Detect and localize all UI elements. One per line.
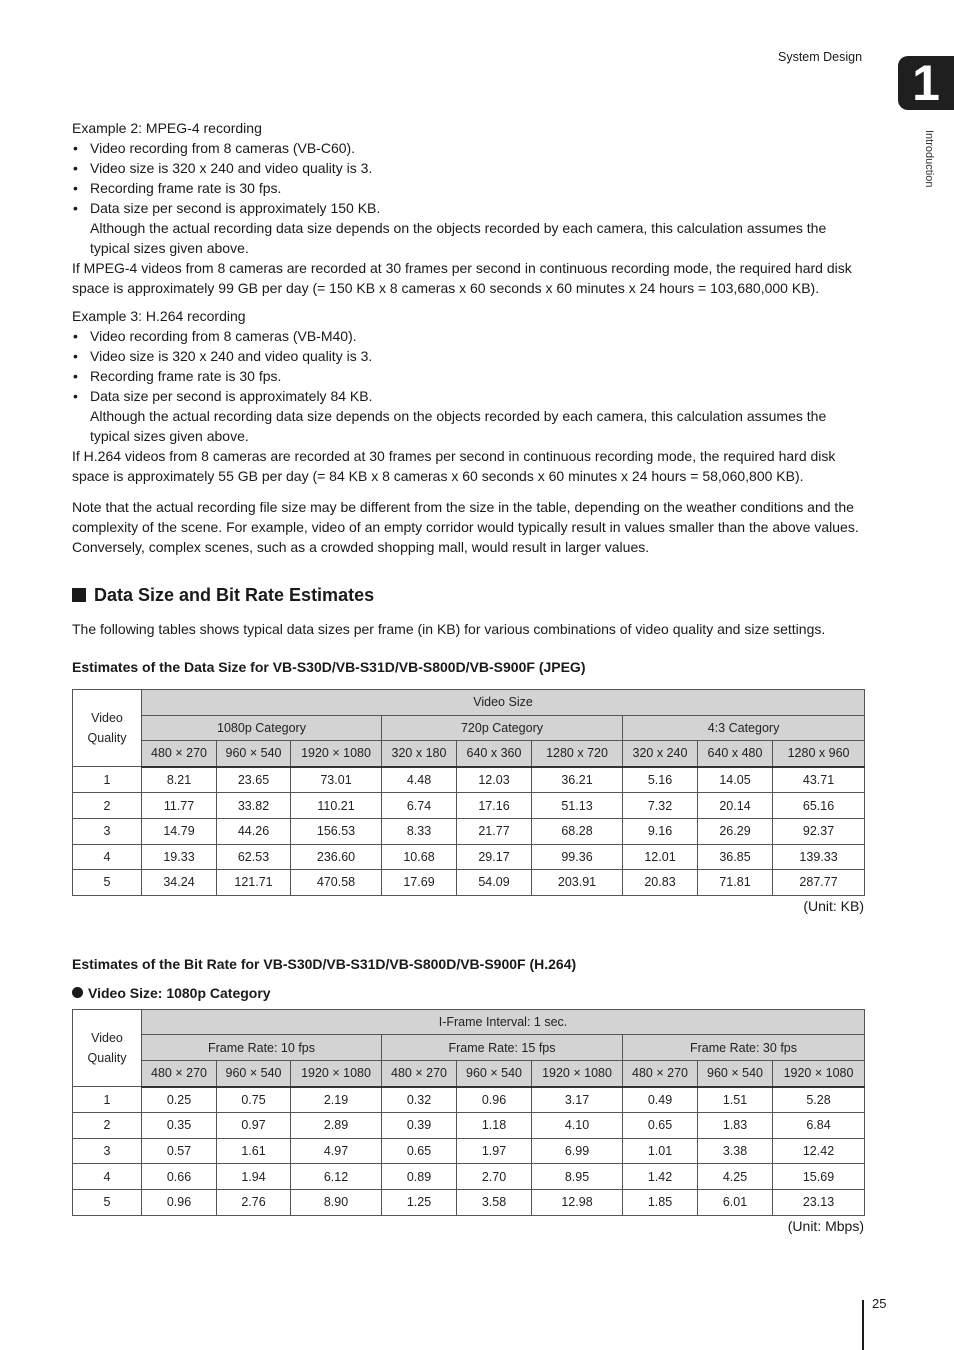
value-cell: 1.42 — [623, 1164, 698, 1190]
quality-cell: 5 — [73, 1189, 142, 1215]
example3-heading: Example 3: H.264 recording — [72, 308, 246, 324]
top-header: Video Size — [142, 690, 865, 716]
table-row — [73, 870, 865, 896]
value-cell: 287.77 — [773, 870, 865, 896]
quality-cell: 4 — [73, 1164, 142, 1190]
value-cell: 0.65 — [382, 1138, 457, 1164]
value-cell: 0.66 — [142, 1164, 217, 1190]
chapter-tab: 1 — [898, 56, 954, 110]
value-cell: 6.99 — [532, 1138, 623, 1164]
value-cell: 1.25 — [382, 1189, 457, 1215]
value-cell: 0.96 — [142, 1189, 217, 1215]
quality-cell: 4 — [73, 844, 142, 870]
value-cell: 43.71 — [773, 767, 865, 793]
list-item: • Video recording from 8 cameras (VB-C60). — [73, 140, 356, 156]
value-cell: 0.65 — [623, 1113, 698, 1139]
value-cell: 71.81 — [698, 870, 773, 896]
value-cell: 110.21 — [291, 793, 382, 819]
value-cell: 14.05 — [698, 767, 773, 793]
value-cell: 65.16 — [773, 793, 865, 819]
section-title: Data Size and Bit Rate Estimates — [72, 583, 864, 607]
value-cell: 14.79 — [142, 818, 217, 844]
value-cell: 17.69 — [382, 870, 457, 896]
value-cell: 44.26 — [217, 818, 291, 844]
value-cell: 5.16 — [623, 767, 698, 793]
list-item: • Video size is 320 x 240 and video quality is 3. — [73, 160, 373, 176]
value-cell: 12.98 — [532, 1189, 623, 1215]
value-cell: 1.01 — [623, 1138, 698, 1164]
column-header-row: 480 × 270 960 × 540 1920 × 1080 320 x 180 640 x 360 1280 x 720 320 x 240 640 x 480 1280 x 960 — [73, 741, 865, 767]
value-cell: 0.35 — [142, 1113, 217, 1139]
value-cell: 236.60 — [291, 844, 382, 870]
example3-bullets — [72, 326, 864, 446]
value-cell: 1.61 — [217, 1138, 291, 1164]
circle-bullet-icon — [72, 987, 83, 998]
data-size-table — [72, 689, 865, 896]
value-cell: 36.85 — [698, 844, 773, 870]
value-cell: 0.32 — [382, 1087, 457, 1113]
value-cell: 5.28 — [773, 1087, 865, 1113]
value-cell: 3.17 — [532, 1087, 623, 1113]
value-cell: 20.83 — [623, 870, 698, 896]
page-number: 25 — [872, 1296, 887, 1311]
table-row — [73, 793, 865, 819]
value-cell: 29.17 — [457, 844, 532, 870]
value-cell: 6.84 — [773, 1113, 865, 1139]
corner-header: Video Quality — [73, 1009, 142, 1086]
note-paragraph: Note that the actual recording file size may be different from the size in the table, depending on the weather conditions and the complexity of the scene. For example, video of an empty corridor would typically result in values smaller than the above values. Conversely, complex scenes, such as a crowded shopping mall, would result in larger values. — [72, 499, 859, 555]
value-cell: 68.28 — [532, 818, 623, 844]
square-bullet-icon — [72, 588, 86, 602]
table-row — [73, 818, 865, 844]
value-cell: 9.16 — [623, 818, 698, 844]
quality-cell: 1 — [73, 1087, 142, 1113]
value-cell: 0.57 — [142, 1138, 217, 1164]
table2-subheading: Video Size: 1080p Category — [72, 983, 864, 1003]
value-cell: 51.13 — [532, 793, 623, 819]
list-item: • Recording frame rate is 30 fps. — [73, 180, 282, 196]
value-cell: 21.77 — [457, 818, 532, 844]
quality-cell: 5 — [73, 870, 142, 896]
section-intro: The following tables shows typical data sizes per frame (in KB) for various combinations of video quality and size settings. — [72, 621, 826, 637]
value-cell: 8.95 — [532, 1164, 623, 1190]
value-cell: 1.85 — [623, 1189, 698, 1215]
value-cell: 1.94 — [217, 1164, 291, 1190]
group-header: 4:3 Category — [623, 715, 865, 741]
example2-heading: Example 2: MPEG-4 recording — [72, 120, 262, 136]
value-cell: 2.70 — [457, 1164, 532, 1190]
value-cell: 2.19 — [291, 1087, 382, 1113]
list-item: • Recording frame rate is 30 fps. — [73, 368, 282, 384]
value-cell: 11.77 — [142, 793, 217, 819]
value-cell: 34.24 — [142, 870, 217, 896]
value-cell: 139.33 — [773, 844, 865, 870]
value-cell: 6.12 — [291, 1164, 382, 1190]
table-row — [73, 1164, 865, 1190]
table-row — [73, 1138, 865, 1164]
value-cell: 8.33 — [382, 818, 457, 844]
bit-rate-table — [72, 1009, 865, 1216]
page-number-rule — [862, 1300, 864, 1350]
quality-cell: 2 — [73, 793, 142, 819]
group-header: 720p Category — [382, 715, 623, 741]
value-cell: 73.01 — [291, 767, 382, 793]
value-cell: 470.58 — [291, 870, 382, 896]
value-cell: 92.37 — [773, 818, 865, 844]
value-cell: 1.97 — [457, 1138, 532, 1164]
value-cell: 1.51 — [698, 1087, 773, 1113]
value-cell: 2.89 — [291, 1113, 382, 1139]
value-cell: 6.01 — [698, 1189, 773, 1215]
value-cell: 121.71 — [217, 870, 291, 896]
example2-summary: If MPEG-4 videos from 8 cameras are recorded at 30 frames per second in continuous recording mode, the required hard disk space is approximately 99 GB per day (= 150 KB x 8 cameras x 60 seconds x 60 minutes x 24 hours = 103,680,000 KB). — [72, 260, 852, 296]
value-cell: 6.74 — [382, 793, 457, 819]
list-item-note: Although the actual recording data size depends on the objects recorded by each camera, this calculation assumes the typical sizes given above. — [90, 408, 827, 444]
value-cell: 3.58 — [457, 1189, 532, 1215]
group-header: Frame Rate: 15 fps — [382, 1035, 623, 1061]
value-cell: 8.21 — [142, 767, 217, 793]
value-cell: 12.42 — [773, 1138, 865, 1164]
value-cell: 156.53 — [291, 818, 382, 844]
quality-cell: 2 — [73, 1113, 142, 1139]
group-header: Frame Rate: 30 fps — [623, 1035, 865, 1061]
value-cell: 33.82 — [217, 793, 291, 819]
quality-cell: 1 — [73, 767, 142, 793]
table2-heading: Estimates of the Bit Rate for VB-S30D/VB-S31D/VB-S800D/VB-S900F (H.264) — [72, 955, 577, 972]
value-cell: 99.36 — [532, 844, 623, 870]
value-cell: 12.01 — [623, 844, 698, 870]
list-item: • Data size per second is approximately 150 KB. — [73, 200, 381, 216]
value-cell: 15.69 — [773, 1164, 865, 1190]
value-cell: 19.33 — [142, 844, 217, 870]
value-cell: 23.65 — [217, 767, 291, 793]
value-cell: 36.21 — [532, 767, 623, 793]
page-content — [72, 118, 864, 1236]
table1-heading: Estimates of the Data Size for VB-S30D/VB-S31D/VB-S800D/VB-S900F (JPEG) — [72, 659, 586, 675]
quality-cell: 3 — [73, 1138, 142, 1164]
group-header: Frame Rate: 10 fps — [142, 1035, 382, 1061]
value-cell: 1.83 — [698, 1113, 773, 1139]
chapter-side-label: Introduction — [923, 130, 935, 188]
value-cell: 2.76 — [217, 1189, 291, 1215]
corner-header: Video Quality — [73, 690, 142, 767]
table-row — [73, 1189, 865, 1215]
table-row — [73, 767, 865, 793]
table1-unit: (Unit: KB) — [803, 897, 864, 914]
column-header-row: 480 × 270 960 × 540 1920 × 1080 480 × 270 960 × 540 1920 × 1080 480 × 270 960 × 540 1920 × 1080 — [73, 1060, 865, 1086]
value-cell: 10.68 — [382, 844, 457, 870]
running-header: System Design — [778, 50, 863, 64]
top-header: I-Frame Interval: 1 sec. — [142, 1009, 865, 1035]
value-cell: 4.97 — [291, 1138, 382, 1164]
value-cell: 0.49 — [623, 1087, 698, 1113]
table2-unit: (Unit: Mbps) — [787, 1217, 864, 1234]
value-cell: 62.53 — [217, 844, 291, 870]
value-cell: 17.16 — [457, 793, 532, 819]
quality-cell: 3 — [73, 818, 142, 844]
value-cell: 4.10 — [532, 1113, 623, 1139]
table-row — [73, 844, 865, 870]
value-cell: 1.18 — [457, 1113, 532, 1139]
value-cell: 23.13 — [773, 1189, 865, 1215]
value-cell: 4.48 — [382, 767, 457, 793]
value-cell: 0.39 — [382, 1113, 457, 1139]
value-cell: 0.75 — [217, 1087, 291, 1113]
list-item: • Data size per second is approximately 84 KB. — [73, 388, 373, 404]
example2-bullets — [72, 138, 864, 258]
group-header: 1080p Category — [142, 715, 382, 741]
value-cell: 0.97 — [217, 1113, 291, 1139]
list-item: • Video recording from 8 cameras (VB-M40). — [73, 328, 357, 344]
value-cell: 3.38 — [698, 1138, 773, 1164]
value-cell: 7.32 — [623, 793, 698, 819]
value-cell: 54.09 — [457, 870, 532, 896]
list-item-note: Although the actual recording data size depends on the objects recorded by each camera, this calculation assumes the typical sizes given above. — [90, 220, 827, 256]
value-cell: 4.25 — [698, 1164, 773, 1190]
list-item: • Video size is 320 x 240 and video quality is 3. — [73, 348, 373, 364]
value-cell: 0.89 — [382, 1164, 457, 1190]
value-cell: 8.90 — [291, 1189, 382, 1215]
value-cell: 20.14 — [698, 793, 773, 819]
table-row — [73, 1087, 865, 1113]
value-cell: 12.03 — [457, 767, 532, 793]
value-cell: 203.91 — [532, 870, 623, 896]
value-cell: 0.25 — [142, 1087, 217, 1113]
example3-summary: If H.264 videos from 8 cameras are recorded at 30 frames per second in continuous recording mode, the required hard disk space is approximately 55 GB per day (= 84 KB x 8 cameras x 60 seconds x 60 minutes x 24 hours = 58,060,800 KB). — [72, 448, 836, 484]
value-cell: 0.96 — [457, 1087, 532, 1113]
value-cell: 26.29 — [698, 818, 773, 844]
table-row — [73, 1113, 865, 1139]
